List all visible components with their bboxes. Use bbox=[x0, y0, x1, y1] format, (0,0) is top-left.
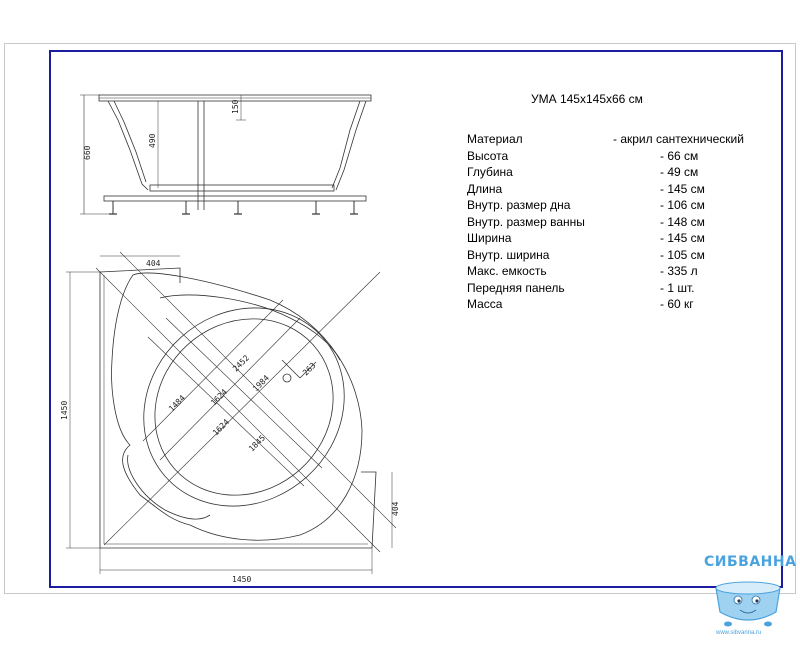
spec-row bbox=[467, 197, 767, 214]
dim-top-width: 1450 bbox=[232, 575, 252, 584]
spec-row bbox=[467, 247, 767, 264]
dim-side-depth: 490 bbox=[148, 133, 157, 148]
spec-row bbox=[467, 181, 767, 198]
spec-value: - 106 см bbox=[660, 198, 705, 212]
top-view bbox=[66, 252, 396, 574]
spec-label: Внутр. ширина bbox=[467, 247, 550, 262]
dim-side-rim: 150 bbox=[231, 99, 240, 114]
spec-label: Масса bbox=[467, 297, 503, 311]
spec-value: - акрил сантехнический bbox=[613, 132, 744, 146]
brand-logo bbox=[698, 548, 798, 640]
spec-value: - 145 см bbox=[660, 231, 705, 245]
spec-label: Высота bbox=[467, 148, 509, 163]
spec-row bbox=[467, 230, 767, 247]
spec-row bbox=[467, 214, 767, 231]
spec-label: Макс. емкость bbox=[467, 264, 547, 278]
dim-diag-outer: 2452 bbox=[231, 353, 252, 374]
spec-row bbox=[467, 280, 767, 297]
spec-row bbox=[467, 296, 767, 313]
spec-row bbox=[467, 263, 767, 280]
spec-value: - 1 шт. bbox=[660, 280, 695, 295]
dim-diag-bottom: 1845 bbox=[247, 433, 268, 454]
dim-inner-b: 1624 bbox=[209, 387, 230, 408]
dim-diag-inner: 1984 bbox=[251, 373, 272, 394]
dim-corner-right: 404 bbox=[391, 501, 400, 516]
dim-top-length: 1450 bbox=[60, 400, 69, 420]
spec-label: Передняя панель bbox=[467, 280, 565, 295]
spec-label: Внутр. размер ванны bbox=[467, 214, 585, 229]
spec-row bbox=[467, 164, 767, 181]
spec-value: - 49 см bbox=[660, 165, 699, 179]
spec-value: - 148 см bbox=[660, 214, 705, 229]
spec-value: - 145 см bbox=[660, 181, 705, 196]
brand-url[interactable]: www.sibvanna.ru bbox=[716, 630, 762, 636]
spec-value: - 66 см bbox=[660, 148, 699, 163]
spec-value: - 105 см bbox=[660, 247, 705, 262]
brand-name: СИБВАННА bbox=[704, 554, 797, 570]
dim-inner-a: 1484 bbox=[167, 393, 188, 414]
spec-value: - 335 л bbox=[660, 264, 698, 278]
spec-value: - 60 кг bbox=[660, 297, 694, 311]
side-view bbox=[80, 95, 371, 214]
spec-label: Длина bbox=[467, 181, 503, 196]
dim-corner-top: 404 bbox=[146, 259, 161, 268]
spec-list bbox=[467, 131, 767, 313]
spec-row bbox=[467, 131, 767, 148]
spec-label: Глубина bbox=[467, 165, 513, 179]
dim-inner-c: 1624 bbox=[211, 417, 232, 438]
spec-label: Ширина bbox=[467, 231, 512, 245]
spec-label: Внутр. размер дна bbox=[467, 198, 571, 212]
dim-overflow: 263 bbox=[301, 360, 318, 378]
product-title: УМА 145х145х66 см bbox=[531, 92, 643, 106]
dim-side-height: 660 bbox=[83, 145, 92, 160]
spec-label: Материал bbox=[467, 132, 523, 146]
spec-row bbox=[467, 148, 767, 165]
